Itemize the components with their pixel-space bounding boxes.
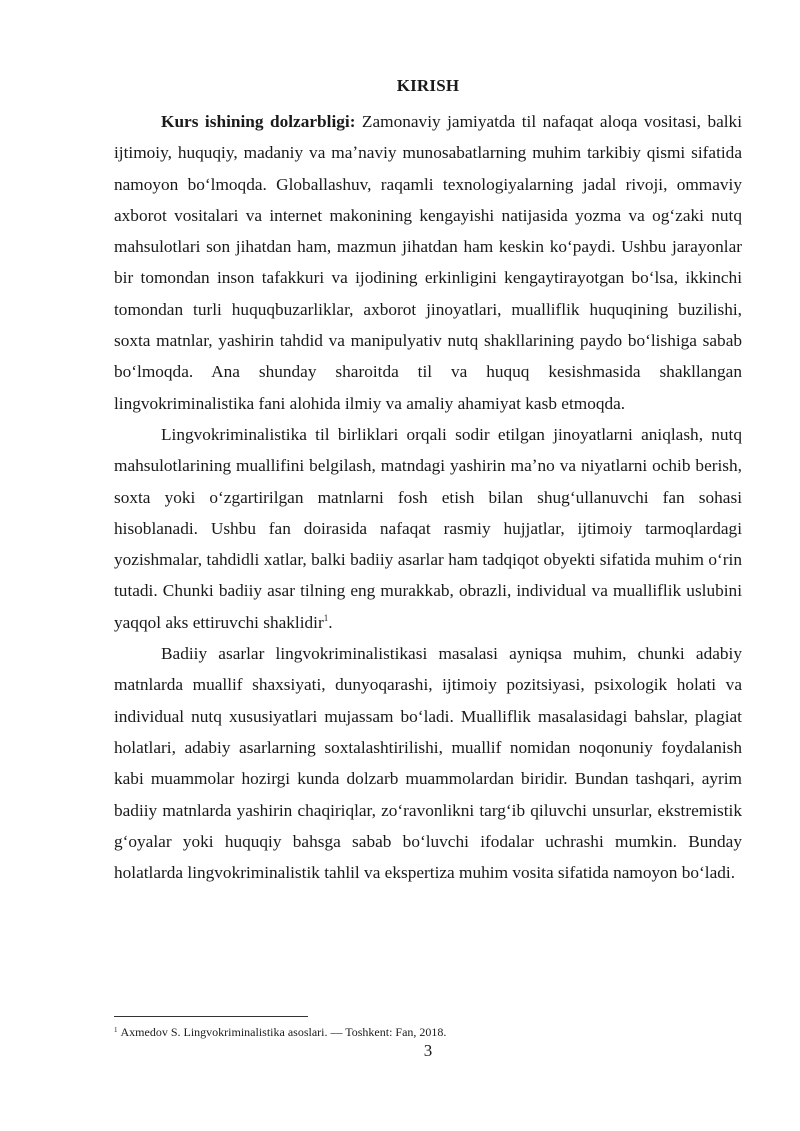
footnote-text: Axmedov S. Lingvokriminalistika asoslari. — Toshkent: Fan, 2018. <box>120 1025 447 1039</box>
body-text <box>114 106 742 888</box>
paragraph-text: Lingvokriminalistika til birliklari orqali sodir etilgan jinoyatlarni aniqlash, nutq mahsulotlarining muallifini belgilash, matndagi yashirin maʼno va niyatlarni ochib berish, soxta yoki oʻzgartirilgan matnlarni fosh etish bilan shugʻullanuvchi fan sohasi hisoblanadi. Ushbu fan doirasida nafaqat rasmiy hujjatlar, ijtimoiy tarmoqlardagi yozishmalar, tahdidli xatlar, balki badiiy asarlar ham tadqiqot obyekti sifatida muhim oʻrin tutadi. Chunki badiiy asar tilning eng murakkab, obrazli, individual va mualliflik uslubini yaqqol aks ettiruvchi shaklidir <box>114 424 742 632</box>
paragraph-text: Badiiy asarlar lingvokriminalistikasi masalasi ayniqsa muhim, chunki adabiy matnlarda muallif shaxsiyati, dunyoqarashi, ijtimoiy pozitsiyasi, psixologik holati va individual nutq xususiyatlari mujassam boʻladi. Mualliflik masalasidagi bahslar, plagiat holatlari, adabiy asarlarning soxtalashtirilishi, muallif nomidan noqonuniy foydalanish kabi muammolar hozirgi kunda dolzarb muammolardan biridir. Bundan tashqari, ayrim badiiy matnlarda yashirin chaqiriqlar, zoʻravonlikni targʻib qiluvchi unsurlar, ekstremistik gʻoyalar yoki huquqiy bahsga sabab boʻluvchi ifodalar uchrashi mumkin. Bunday holatlarda lingvokriminalistik tahlil va ekspertiza muhim vosita sifatida namoyon boʻladi. <box>114 644 742 883</box>
footnote <box>114 1024 742 1040</box>
section-heading: KIRISH <box>396 76 460 95</box>
footnote-mark: 1 <box>114 1026 118 1034</box>
footnote-separator <box>114 1016 308 1017</box>
footnote-reference[interactable]: 1 <box>323 612 329 623</box>
paragraph-lead: Kurs ishining dolzarbligi: <box>161 112 356 131</box>
paragraph-tail: . <box>328 612 333 632</box>
paragraph-text: Zamonaviy jamiyatda til nafaqat aloqa vositasi, balki ijtimoiy, huquqiy, madaniy va maʼnaviy munosabatlarning muhim tarkibiy qismi sifatida namoyon boʻlmoqda. Globallashuv, raqamli texnologiyalarning jadal rivoji, ommaviy axborot vositalari va internet makonining kengayishi natijasida yozma va ogʻzaki nutq mahsulotlari son jihatdan ham, mazmun jihatdan ham keskin koʻpaydi. Ushbu jarayonlar bir tomondan inson tafakkuri va ijodining erkinligini kengaytirayotgan boʻlsa, ikkinchi tomondan turli huquqbuzarliklar, axborot jinoyatlari, mualliflik huquqining buzilishi, soxta matnlar, yashirin tahdid va manipulyativ nutq shakllarining paydo boʻlishiga sabab boʻlmoqda. Ana shunday sharoitda til va huquq kesishmasida shakllangan lingvokriminalistika fani alohida ilmiy va amaliy ahamiyat kasb etmoqda. <box>114 112 742 413</box>
paragraph-definition <box>114 419 742 638</box>
page-number: 3 <box>423 1041 433 1060</box>
paragraph-literary <box>114 638 742 888</box>
paragraph-relevance <box>114 106 742 419</box>
